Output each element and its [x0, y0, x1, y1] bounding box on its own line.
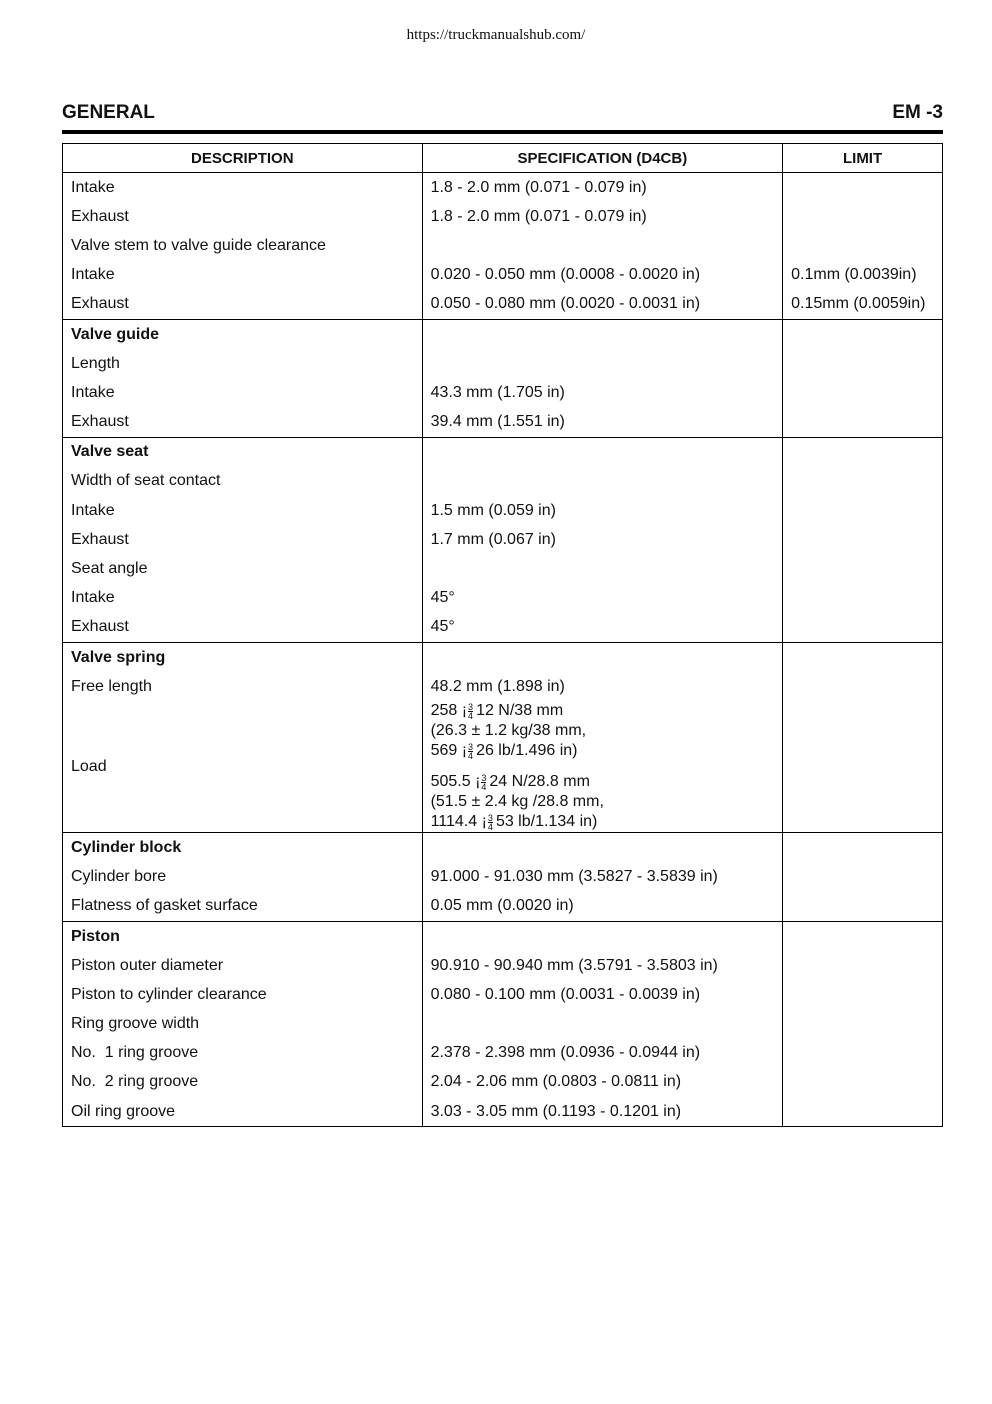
row-description: Free length	[63, 672, 423, 701]
row-limit	[783, 672, 943, 701]
table-row	[63, 863, 943, 892]
row-specification	[422, 833, 783, 863]
row-specification: 90.910 - 90.940 mm (3.5791 - 3.5803 in)	[422, 951, 783, 980]
group-valve-guide	[63, 319, 943, 437]
group-piston	[63, 921, 943, 1126]
row-description: Exhaust	[63, 613, 423, 643]
fraction-glyph: $\frac{3}{4}$	[468, 701, 474, 721]
row-description: Cylinder bore	[63, 863, 423, 892]
row-specification: 2.378 - 2.398 mm (0.0936 - 0.0944 in)	[422, 1039, 783, 1068]
row-description: Intake	[63, 496, 423, 525]
row-limit	[783, 467, 943, 496]
row-specification: 43.3 mm (1.705 in)	[422, 378, 783, 407]
row-specification	[422, 319, 783, 349]
table-row	[63, 290, 943, 320]
row-description: Ring groove width	[63, 1010, 423, 1039]
row-specification	[422, 437, 783, 467]
group-valve-clearance	[63, 173, 943, 320]
row-description: Exhaust	[63, 202, 423, 231]
table-row	[63, 833, 943, 863]
row-limit	[783, 349, 943, 378]
row-description: Length	[63, 349, 423, 378]
row-limit	[783, 378, 943, 407]
column-header-specification: SPECIFICATION (D4CB)	[422, 144, 783, 173]
row-description: Flatness of gasket surface	[63, 892, 423, 922]
row-specification: 39.4 mm (1.551 in)	[422, 408, 783, 438]
row-limit	[783, 408, 943, 438]
table-row	[63, 525, 943, 554]
row-description: No. 1 ring groove	[63, 1039, 423, 1068]
row-description: Exhaust	[63, 525, 423, 554]
row-specification	[422, 701, 783, 833]
table-row	[63, 892, 943, 922]
table-row	[63, 1097, 943, 1127]
row-limit	[783, 319, 943, 349]
row-description: Valve stem to valve guide clearance	[63, 231, 423, 260]
row-limit	[783, 643, 943, 673]
load-line: 569 ¡ $\frac{3}{4}$ 26 lb/1.496 in)	[430, 741, 578, 761]
row-specification: 0.05 mm (0.0020 in)	[422, 892, 783, 922]
row-specification: 0.020 - 0.050 mm (0.0008 - 0.0020 in)	[422, 261, 783, 290]
row-specification: 0.080 - 0.100 mm (0.0031 - 0.0039 in)	[422, 980, 783, 1009]
row-limit	[783, 951, 943, 980]
group-cylinder-block	[63, 833, 943, 922]
row-limit	[783, 892, 943, 922]
group-title: Valve guide	[63, 319, 423, 349]
row-description: Exhaust	[63, 408, 423, 438]
row-limit	[783, 863, 943, 892]
row-limit	[783, 1068, 943, 1097]
table-row	[63, 643, 943, 673]
row-description: Seat angle	[63, 554, 423, 583]
group-title: Valve seat	[63, 437, 423, 467]
row-specification: 45°	[422, 584, 783, 613]
row-description: Piston to cylinder clearance	[63, 980, 423, 1009]
load-line: (26.3 ± 1.2 kg/38 mm,	[430, 722, 587, 740]
table-row	[63, 349, 943, 378]
row-specification: 1.8 - 2.0 mm (0.071 - 0.079 in)	[422, 202, 783, 231]
table-row	[63, 921, 943, 951]
table-row	[63, 231, 943, 260]
row-description: Width of seat contact	[63, 467, 423, 496]
table-row	[63, 554, 943, 583]
row-limit	[783, 921, 943, 951]
row-specification	[422, 231, 783, 260]
table-row	[63, 378, 943, 407]
row-limit	[783, 202, 943, 231]
row-specification	[422, 643, 783, 673]
load-line: 505.5 ¡ $\frac{3}{4}$ 24 N/28.8 mm	[430, 772, 590, 792]
table-header-row	[63, 144, 943, 173]
column-header-description: DESCRIPTION	[63, 144, 423, 173]
table-row	[63, 1039, 943, 1068]
row-description: Oil ring groove	[63, 1097, 423, 1127]
table-row	[63, 701, 943, 833]
table-row	[63, 437, 943, 467]
row-specification	[422, 921, 783, 951]
row-specification	[422, 349, 783, 378]
row-limit	[783, 613, 943, 643]
row-specification: 91.000 - 91.030 mm (3.5827 - 3.5839 in)	[422, 863, 783, 892]
load-line: 258 ¡ $\frac{3}{4}$ 12 N/38 mm	[430, 701, 564, 721]
row-limit	[783, 833, 943, 863]
fraction-glyph: $\frac{3}{4}$	[481, 772, 487, 792]
row-limit	[783, 701, 943, 833]
table-row	[63, 672, 943, 701]
row-specification	[422, 1010, 783, 1039]
section-title: GENERAL	[62, 102, 155, 123]
load-line: 1114.4 ¡ $\frac{3}{4}$ 53 lb/1.134 in)	[430, 812, 598, 832]
table-row	[63, 951, 943, 980]
row-limit	[783, 1039, 943, 1068]
table-row	[63, 408, 943, 438]
row-description: Intake	[63, 173, 423, 203]
row-specification: 0.050 - 0.080 mm (0.0020 - 0.0031 in)	[422, 290, 783, 320]
section-header	[62, 100, 943, 134]
table-row	[63, 467, 943, 496]
row-limit	[783, 1097, 943, 1127]
row-limit: 0.1mm (0.0039in)	[783, 261, 943, 290]
row-description: Load	[63, 701, 423, 833]
row-limit	[783, 231, 943, 260]
table-row	[63, 202, 943, 231]
fraction-glyph: $\frac{3}{4}$	[487, 812, 493, 832]
row-specification: 45°	[422, 613, 783, 643]
load-line: (51.5 ± 2.4 kg /28.8 mm,	[430, 793, 604, 811]
row-specification: 1.5 mm (0.059 in)	[422, 496, 783, 525]
source-url: https://truckmanualshub.com/	[406, 27, 586, 43]
row-limit	[783, 1010, 943, 1039]
row-description: Intake	[63, 584, 423, 613]
row-description: Exhaust	[63, 290, 423, 320]
row-limit	[783, 525, 943, 554]
table-row	[63, 173, 943, 203]
spec-table	[62, 143, 943, 1127]
table-row	[63, 584, 943, 613]
group-valve-spring	[63, 643, 943, 833]
row-specification: 48.2 mm (1.898 in)	[422, 672, 783, 701]
row-specification: 1.7 mm (0.067 in)	[422, 525, 783, 554]
table-row	[63, 319, 943, 349]
row-limit	[783, 437, 943, 467]
group-valve-seat	[63, 437, 943, 642]
table-row	[63, 261, 943, 290]
row-specification: 1.8 - 2.0 mm (0.071 - 0.079 in)	[422, 173, 783, 203]
column-header-limit: LIMIT	[783, 144, 943, 173]
row-limit	[783, 980, 943, 1009]
row-specification	[422, 467, 783, 496]
row-description: Piston outer diameter	[63, 951, 423, 980]
row-limit	[783, 173, 943, 203]
group-title: Cylinder block	[63, 833, 423, 863]
table-row	[63, 496, 943, 525]
row-description: No. 2 ring groove	[63, 1068, 423, 1097]
row-specification	[422, 554, 783, 583]
table-row	[63, 613, 943, 643]
page-number: EM -3	[892, 102, 943, 123]
row-limit: 0.15mm (0.0059in)	[783, 290, 943, 320]
row-specification: 2.04 - 2.06 mm (0.0803 - 0.0811 in)	[422, 1068, 783, 1097]
table-row	[63, 980, 943, 1009]
group-title: Piston	[63, 921, 423, 951]
fraction-glyph: $\frac{3}{4}$	[468, 741, 474, 761]
row-limit	[783, 554, 943, 583]
row-limit	[783, 584, 943, 613]
row-description: Intake	[63, 378, 423, 407]
row-description: Intake	[63, 261, 423, 290]
row-specification: 3.03 - 3.05 mm (0.1193 - 0.1201 in)	[422, 1097, 783, 1127]
row-limit	[783, 496, 943, 525]
table-row	[63, 1068, 943, 1097]
table-row	[63, 1010, 943, 1039]
group-title: Valve spring	[63, 643, 423, 673]
